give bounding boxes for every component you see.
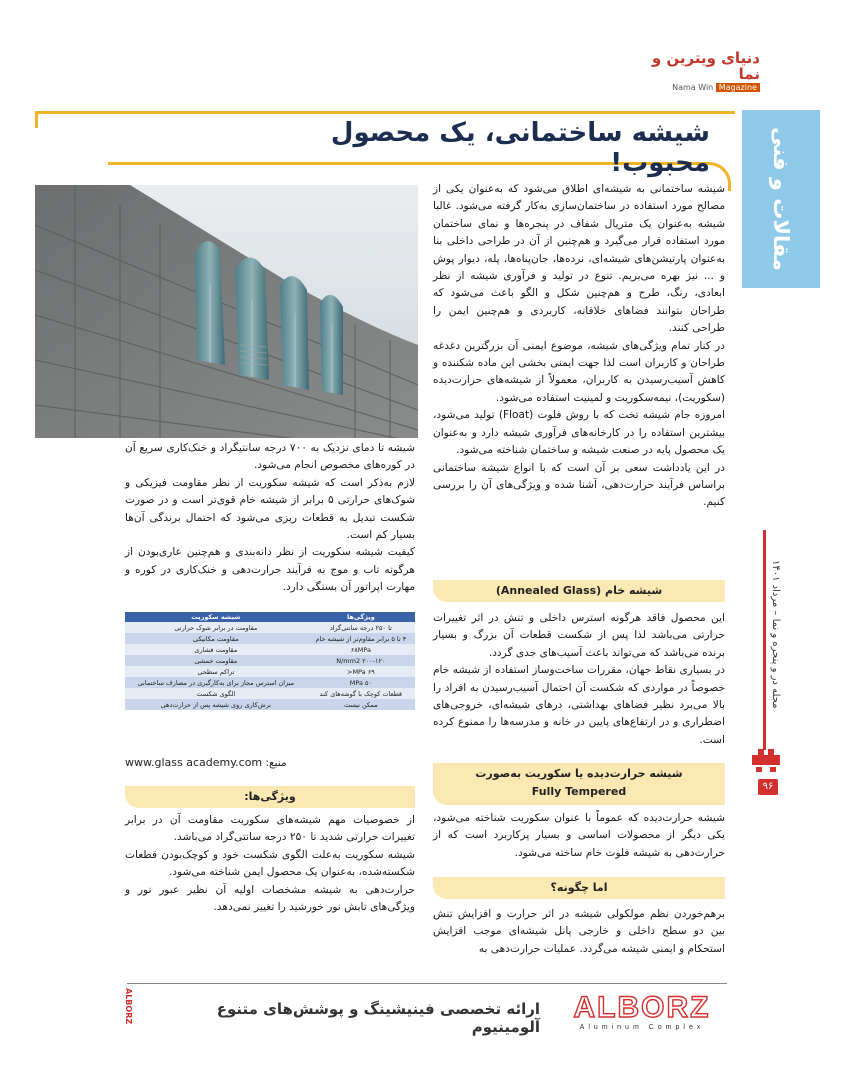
source-line: [125, 756, 415, 774]
table-header-row: [125, 612, 415, 622]
source-url: www.glass academy.com: [125, 756, 263, 769]
section-tab-label: مقالات و فنی: [769, 127, 793, 271]
features-text: از خصوصیات مهم شیشه‌های سکوریت مقاومت آن در برابر تغییرات حرارتی شدید تا ۲۵۰ درجه سانتی‌گراد می‌باشد. شیشه سکوریت به‌علت الگوی شکست خود و کوچک‌بودن قطعات شکسته‌شده، به‌عنوان یک محصول ایمن شناخته می‌شود. حرارت‌دهی به شیشه مشخصات اولیه آن نظیر عبور نور و ویژگی‌های تابش نور خورشید را تغییر نمی‌دهد.: [125, 814, 415, 914]
how-text: برهم‌خوردن نظم مولکولی شیشه در اثر حرارت و افزایش تنش بین دو سطح داخلی و خارجی پانل شیشه‌ای موجب افزایش استحکام و ایمنی شیشه می‌گردد. عملیات حرارت‌دهی به: [433, 908, 725, 955]
article-title: شیشه ساختمانی، یک محصول محبوب!: [330, 118, 710, 178]
table-row: ممکن نیست برش‌کاری روی شیشه پس از حرارت‌دهی: [125, 699, 415, 710]
header-rule: [35, 111, 735, 114]
tempering-process-text: شیشه تا دمای نزدیک به ۷۰۰ درجه سانتیگراد و خنک‌کاری سریع آن در کوره‌های مخصوص انجام می‌شود. لازم به‌ذکر است که شیشه سکوریت از نظر مقاومت فیزیکی و شوک‌های حرارتی ۵ برابر از شیشه خام قوی‌تر است و در صورت شکست تبدیل به قطعات ریزی می‌شود که احتمال برندگی آن‌ها بسیار کم است. کیفیت شیشه سکوریت از نظر دانه‌بندی و هم‌چنین عاری‌بودن از هرگونه تاب و موج به فرآیند حرارت‌دهی و خنک‌کاری در کوره و مهارت اپراتور آن بستگی دارد.: [125, 442, 415, 594]
footer-tagline: ارائه تخصصی فینیشینگ و پوشش‌های متنوع آلومینیوم: [216, 1000, 540, 1036]
magazine-emblem-icon: [748, 745, 784, 775]
features-heading: ویژگی‌ها:: [125, 786, 415, 808]
table-row: ۵۰ MPa میزان استرس مجاز برای به‌کارگیری در مصارف ساختمانی: [125, 677, 415, 688]
alborz-logo-text: ALBORZ: [573, 991, 711, 1024]
table-row: ۶۹ MPa< تراکم سطحی: [125, 666, 415, 677]
header-rule-corner: [35, 111, 38, 128]
intro-text: شیشه ساختمانی به شیشه‌ای اطلاق می‌شود که به‌عنوان یکی از مصالح مورد استفاده در ساختمان‌سازی به‌کار گرفته می‌شود. غالبا شیشه به‌عنوان یک متریال شفاف در پنجره‌ها و نمای ساختمان مورد استفاده قرار می‌گیرد و هم‌چنین از آن در طراحی داخلی بنا به‌عنوان پارتیشن‌های شیشه‌ای، نرده‌ها، جان‌پناه‌ها، پله، دیوار پوش و ... نیز بهره می‌بریم. تنوع در تولید و فرآوری شیشه از نظر ابعادی، رنگ، طرح و هم‌چنین شکل و الگو باعث می‌شود که طراحان بتوانند فضاهای خلاقانه، کاربردی و هم‌چنین ایمن را طراحی کنند. در کنار تمام ویژگی‌های شیشه، موضوع ایمنی آن بزرگترین دغدغه طراحان و کاربران است لذا جهت ایمنی بخشی این ماده شکننده و کاهش آسیب‌رسیدن به کاربران، معمولاً از شیشه‌های حرارت‌دیده (سکوریت)، نیمه‌سکوریت و لمینیت استفاده می‌شود. امروزه جام شیشه تخت که با روش فلوت (Float) تولید می‌شود، بیشترین استفاده را در کارخانه‌های فرآوری شیشه دارد و به‌عنوان یک محصول پایه در صنعت شیشه و ساختمان شناخته می‌شود. در این یادداشت سعی بر آن است که با انواع شیشه ساختمانی براساس فرآیند حرارت‌دهی، آشنا شده و ویژگی‌های آن را بررسی کنیم.: [433, 183, 725, 509]
table-row: قطعات کوچک با گوشه‌های کند الگوی شکست: [125, 688, 415, 699]
table-header-cell: ویژگی‌ها: [307, 612, 415, 622]
table-row: N/mm2 ۲۰۰-۱۲۰ مقاومت خمشی: [125, 655, 415, 666]
table-header-cell: شیشه سکوریت: [125, 612, 307, 622]
annealed-glass-heading: شیشه خام (Annealed Glass): [433, 580, 725, 602]
tempered-glass-heading: شیشه حرارت‌دیده یا سکوریت به‌صورت Fully Tempered: [433, 763, 725, 805]
table-row: تا ۲۵۰ درجه سانتی‌گراد مقاومت در برابر شوک حرارتی: [125, 622, 415, 633]
magazine-sub: Nama Win Magazine: [640, 82, 760, 93]
section-tab-label-wrap: [742, 110, 820, 288]
issue-info: مجله در و پنجره و نما – مرداد ۱۴۰۱: [770, 560, 781, 709]
magazine-logo: [640, 49, 760, 92]
tempered-glass-text: شیشه حرارت‌دیده که عموماً با عنوان سکوریت شناخته می‌شود، یکی دیگر از محصولات اساسی و بسیار پرکاربرد است که از حرارت‌دهی به شیشه فلوت خام ساخته می‌شود.: [433, 812, 725, 859]
how-heading: اما چگونه؟: [433, 877, 725, 899]
table-row: ۴ تا ۵ برابر مقاوم‌تر از شیشه خام مقاومت مکانیکی: [125, 633, 415, 644]
building-glass-facade-photo: [35, 185, 418, 438]
alborz-logo: [556, 990, 728, 1032]
footer-rule: [127, 983, 727, 984]
footer-vertical-brand: ALBORZ: [124, 988, 133, 1025]
source-label: منبع:: [265, 757, 287, 769]
page-number: ۹۶: [758, 779, 778, 795]
side-red-line: [763, 530, 766, 750]
tempered-glass-spec-table: [125, 612, 415, 710]
magazine-name: دنیای ویترین و نما: [651, 49, 760, 83]
alborz-logo-sub: Aluminum Complex: [579, 1024, 705, 1031]
annealed-glass-text: این محصول فاقد هرگونه استرس داخلی و تنش در اثر تغییرات حرارتی می‌باشد لذا پس از شکست قطعات آن بزرگ و بسیار برنده می‌باشد که می‌تواند باعث آسیب‌های جدی گردد. در بسیاری نقاط جهان، مقررات ساخت‌وساز استفاده از شیشه خام خصوصاً در مواردی که شکست آن احتمال آسیب‌رسیدن به افراد را بالا می‌برد نظیر فضاهای بهداشتی، درهای شیشه‌ای، خروجی‌های اضطراری و در ارتفاع‌های پایین در خانه و مدرسه‌ها را ممنوع کرده است.: [433, 612, 725, 746]
table-row: ۶۸MPa مقاومت فشاری: [125, 644, 415, 655]
